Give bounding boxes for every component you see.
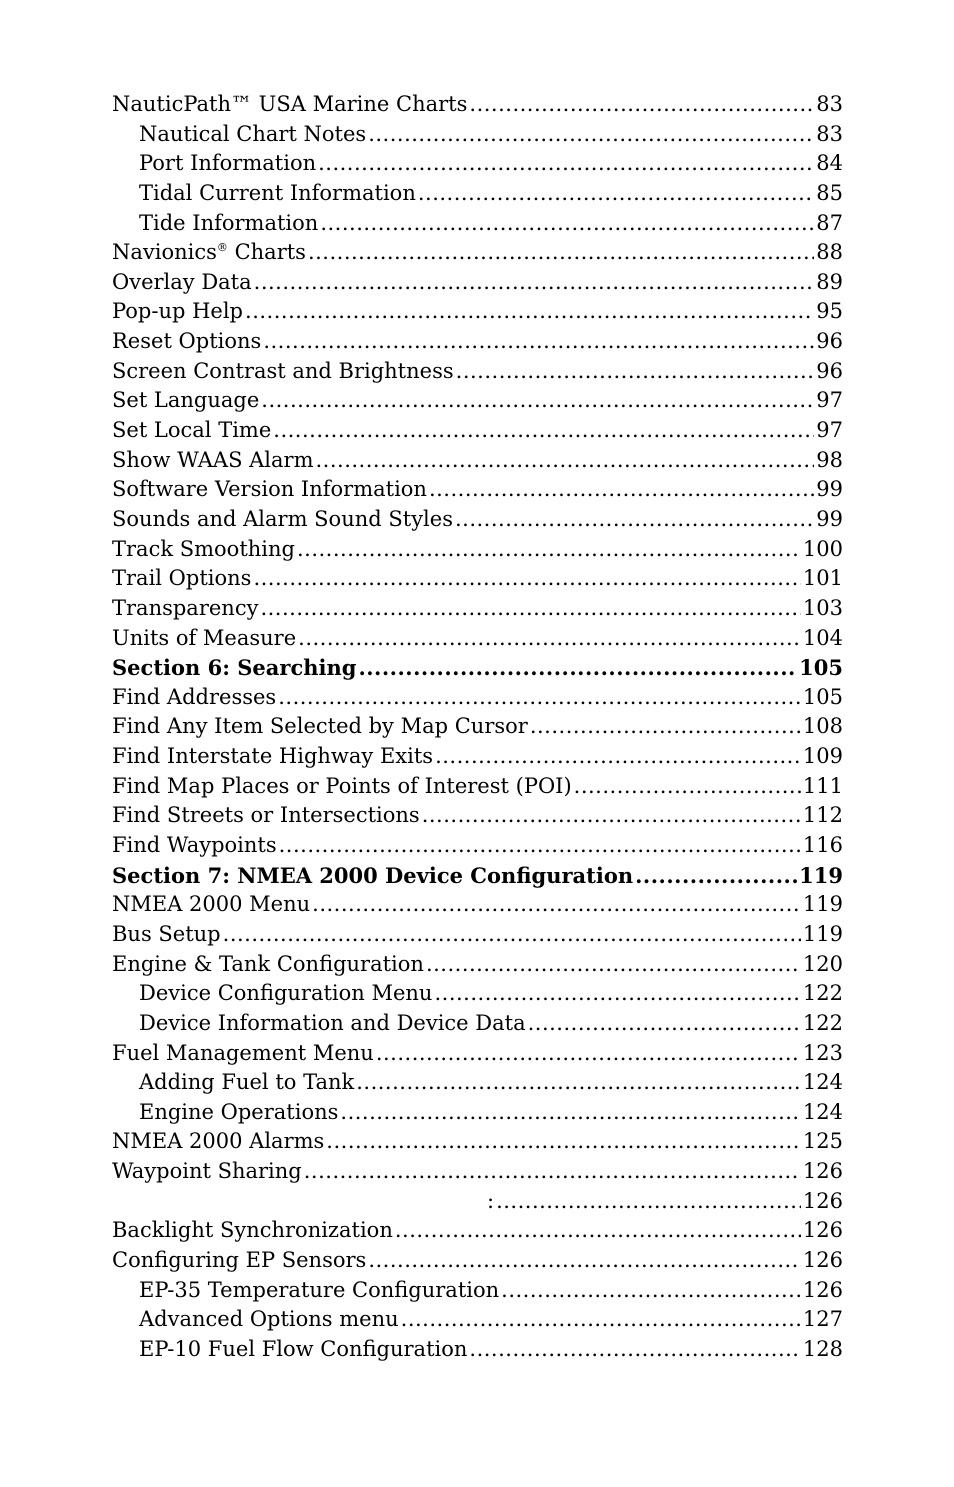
toc-page-number: 88	[816, 240, 843, 265]
toc-entry[interactable]	[112, 1098, 843, 1128]
toc-entry-title: Set Local Time	[112, 418, 272, 443]
toc-dot-leader	[635, 861, 797, 891]
toc-page-number: 99	[816, 506, 843, 531]
toc-dot-leader	[308, 238, 814, 268]
toc-page-number: 128	[802, 1336, 843, 1361]
toc-entry-title: Find Streets or Intersections	[112, 803, 420, 828]
toc-entry[interactable]	[112, 1009, 843, 1039]
toc-entry[interactable]	[112, 446, 843, 476]
toc-entry-title: Tidal Current Information	[139, 180, 416, 205]
toc-entry[interactable]	[112, 594, 843, 624]
toc-dot-leader	[356, 1068, 801, 1098]
toc-page-number: 98	[816, 447, 843, 472]
toc-entry[interactable]	[112, 386, 843, 416]
toc-page-number: 96	[816, 358, 843, 383]
toc-entry-title: Reset Options	[112, 329, 262, 354]
toc-page-number: 100	[802, 536, 843, 561]
toc-entry-title: :	[487, 1188, 495, 1213]
toc-dot-leader	[260, 594, 800, 624]
toc-section-heading[interactable]	[112, 653, 843, 683]
toc-entry-title: Waypoint Sharing	[112, 1159, 302, 1184]
toc-dot-leader	[368, 1246, 801, 1276]
toc-entry[interactable]	[112, 1246, 843, 1276]
toc-dot-leader	[279, 831, 801, 861]
toc-entry-title: Pop-up Help	[112, 299, 244, 324]
toc-page-number: 126	[802, 1159, 843, 1184]
toc-entry-title: Track Smoothing	[112, 536, 295, 561]
toc-page-number: 105	[799, 655, 843, 681]
toc-entry-title: Engine & Tank Configuration	[112, 951, 424, 976]
toc-page-number: 116	[802, 833, 843, 858]
toc-page-number: 122	[802, 1010, 843, 1035]
toc-dot-leader	[434, 979, 800, 1009]
toc-dot-leader	[278, 683, 801, 713]
toc-entry-title: Bus Setup	[112, 921, 221, 946]
toc-page-number: 105	[802, 684, 843, 709]
toc-entry[interactable]	[112, 179, 843, 209]
toc-page-number: 96	[816, 329, 843, 354]
toc-entry[interactable]	[112, 712, 843, 742]
toc-dot-leader	[530, 712, 801, 742]
toc-page-number: 123	[802, 1040, 843, 1065]
toc-page-number: 104	[802, 625, 843, 650]
toc-dot-leader	[245, 297, 814, 327]
toc-entry[interactable]	[112, 297, 843, 327]
toc-entry-title: Find Interstate Highway Exits	[112, 744, 434, 769]
toc-page-number: 126	[802, 1247, 843, 1272]
toc-page-number: 126	[802, 1188, 843, 1213]
toc-page-number: 83	[816, 121, 843, 146]
toc-entry-title: Screen Contrast and Brightness	[112, 358, 454, 383]
toc-entry[interactable]	[112, 950, 843, 980]
toc-dot-leader	[326, 1127, 801, 1157]
toc-dot-leader	[318, 149, 814, 179]
toc-entry-title: Software Version Information	[112, 477, 427, 502]
toc-page-number: 84	[816, 151, 843, 176]
toc-page-number: 97	[816, 418, 843, 443]
toc-entry-title: Overlay Data	[112, 269, 252, 294]
toc-entry-title: Transparency	[112, 595, 259, 620]
toc-page-number: 119	[802, 921, 843, 946]
toc-entry[interactable]	[112, 1068, 843, 1098]
toc-page-number: 122	[802, 981, 843, 1006]
toc-dot-leader	[469, 90, 814, 120]
toc-page-number: 119	[802, 892, 843, 917]
toc-entry[interactable]	[112, 831, 843, 861]
toc-dot-leader	[312, 890, 801, 920]
toc-entry[interactable]	[112, 683, 843, 713]
toc-dot-leader	[298, 624, 801, 654]
toc-entry[interactable]	[112, 238, 843, 268]
toc-entry[interactable]	[112, 505, 843, 535]
toc-page-number: 126	[802, 1277, 843, 1302]
toc-entry-title: Device Information and Device Data	[139, 1010, 526, 1035]
toc-entry-title: Find Any Item Selected by Map Cursor	[112, 714, 528, 739]
toc-entry[interactable]	[112, 90, 843, 120]
toc-dot-leader	[528, 1009, 801, 1039]
toc-dot-leader	[316, 446, 815, 476]
toc-page-number: 112	[802, 803, 843, 828]
toc-entry[interactable]	[112, 1276, 843, 1306]
toc-entry-title: Set Language	[112, 388, 260, 413]
toc-entry-title: EP-35 Temperature Configuration	[139, 1277, 500, 1302]
toc-dot-leader	[429, 475, 814, 505]
toc-entry[interactable]	[112, 149, 843, 179]
toc-dot-leader	[297, 535, 801, 565]
toc-page-number: 124	[802, 1070, 843, 1095]
toc-entry-title: Section 6: Searching	[112, 655, 357, 681]
toc-page-number: 97	[816, 388, 843, 413]
toc-dot-leader	[261, 386, 814, 416]
toc-entry-title: Backlight Synchronization	[112, 1218, 393, 1243]
toc-entry-title: Port Information	[139, 151, 317, 176]
toc-entry[interactable]	[112, 772, 843, 802]
toc-entry[interactable]	[112, 1039, 843, 1069]
toc-entry[interactable]	[112, 327, 843, 357]
toc-dot-leader	[455, 505, 814, 535]
toc-entry-title: Show WAAS Alarm	[112, 447, 314, 472]
toc-entry-title: Find Waypoints	[112, 833, 277, 858]
toc-entry[interactable]	[112, 564, 843, 594]
toc-dot-leader	[501, 1276, 801, 1306]
toc-dot-leader	[574, 772, 801, 802]
toc-entry-title: NMEA 2000 Menu	[112, 892, 311, 917]
toc-page-number: 127	[802, 1307, 843, 1332]
toc-entry[interactable]	[112, 535, 843, 565]
toc-entry[interactable]	[112, 416, 843, 446]
toc-entry-title: Fuel Management Menu	[112, 1040, 374, 1065]
toc-dot-leader	[496, 1187, 801, 1217]
toc-entry-title: Units of Measure	[112, 625, 297, 650]
toc-page-number: 87	[816, 210, 843, 235]
toc-entry-title: Sounds and Alarm Sound Styles	[112, 506, 453, 531]
toc-dot-leader	[469, 1335, 801, 1365]
toc-entry-title: NauticPath™ USA Marine Charts	[112, 92, 468, 116]
toc-entry-title: Navionics® Charts	[112, 240, 306, 265]
toc-dot-leader	[253, 564, 800, 594]
toc-page-number: 83	[816, 92, 843, 116]
toc-dot-leader	[358, 653, 797, 683]
toc-entry-title: Adding Fuel to Tank	[139, 1070, 355, 1095]
toc-entry[interactable]	[112, 1335, 843, 1365]
toc-entry-title: NMEA 2000 Alarms	[112, 1129, 325, 1154]
toc-dot-leader	[223, 920, 801, 950]
toc-entry[interactable]	[112, 268, 843, 298]
toc-entry[interactable]	[112, 209, 843, 239]
toc-dot-leader	[426, 950, 801, 980]
toc-entry-title: Nautical Chart Notes	[139, 121, 367, 146]
toc-entry[interactable]	[112, 979, 843, 1009]
toc-dot-leader	[254, 268, 815, 298]
toc-entry[interactable]	[112, 1305, 843, 1335]
toc-page-number: 111	[802, 773, 843, 798]
toc-entry-title: Find Addresses	[112, 684, 277, 709]
toc-entry-title: Trail Options	[112, 566, 252, 591]
toc-dot-leader	[395, 1216, 801, 1246]
toc-entry[interactable]	[112, 1216, 843, 1246]
toc-entry[interactable]	[112, 1187, 843, 1217]
toc-dot-leader	[320, 209, 814, 239]
toc-dot-leader	[376, 1039, 801, 1069]
toc-entry[interactable]	[112, 742, 843, 772]
toc-entry[interactable]	[112, 120, 843, 150]
toc-page-number: 126	[802, 1218, 843, 1243]
toc-dot-leader	[418, 179, 814, 209]
toc-entry[interactable]	[112, 624, 843, 654]
toc-dot-leader	[435, 742, 801, 772]
table-of-contents	[112, 90, 843, 1365]
toc-entry[interactable]	[112, 920, 843, 950]
toc-page-number: 99	[816, 477, 843, 502]
toc-dot-leader	[304, 1157, 801, 1187]
toc-entry-title: EP-10 Fuel Flow Configuration	[139, 1336, 468, 1361]
toc-page-number: 85	[816, 180, 843, 205]
toc-entry-title: Tide Information	[139, 210, 319, 235]
toc-entry-title: Find Map Places or Points of Interest (POI)	[112, 773, 572, 798]
toc-page-number: 95	[816, 299, 843, 324]
toc-dot-leader	[368, 120, 814, 150]
toc-page-number: 120	[802, 951, 843, 976]
toc-entry-title: Device Configuration Menu	[139, 981, 433, 1006]
toc-entry[interactable]	[112, 1127, 843, 1157]
toc-page-number: 125	[802, 1129, 843, 1154]
toc-page-number: 109	[802, 744, 843, 769]
toc-dot-leader	[273, 416, 814, 446]
toc-entry-title: Configuring EP Sensors	[112, 1247, 367, 1272]
toc-entry[interactable]	[112, 475, 843, 505]
toc-dot-leader	[340, 1098, 801, 1128]
toc-entry[interactable]	[112, 357, 843, 387]
toc-page-number: 119	[799, 862, 843, 888]
toc-page-number: 108	[802, 714, 843, 739]
toc-entry-title: Advanced Options menu	[139, 1307, 399, 1332]
toc-entry-title: Section 7: NMEA 2000 Device Configuration	[112, 862, 634, 888]
toc-page-number: 124	[802, 1099, 843, 1124]
toc-page-number: 103	[802, 595, 843, 620]
toc-dot-leader	[401, 1305, 801, 1335]
toc-page-number: 101	[802, 566, 843, 591]
toc-dot-leader	[422, 801, 801, 831]
toc-entry[interactable]	[112, 801, 843, 831]
toc-entry[interactable]	[112, 1157, 843, 1187]
toc-section-heading[interactable]	[112, 861, 843, 891]
toc-dot-leader	[263, 327, 814, 357]
toc-page-number: 89	[816, 269, 843, 294]
toc-entry-title: Engine Operations	[139, 1099, 339, 1124]
toc-entry[interactable]	[112, 890, 843, 920]
toc-dot-leader	[456, 357, 815, 387]
